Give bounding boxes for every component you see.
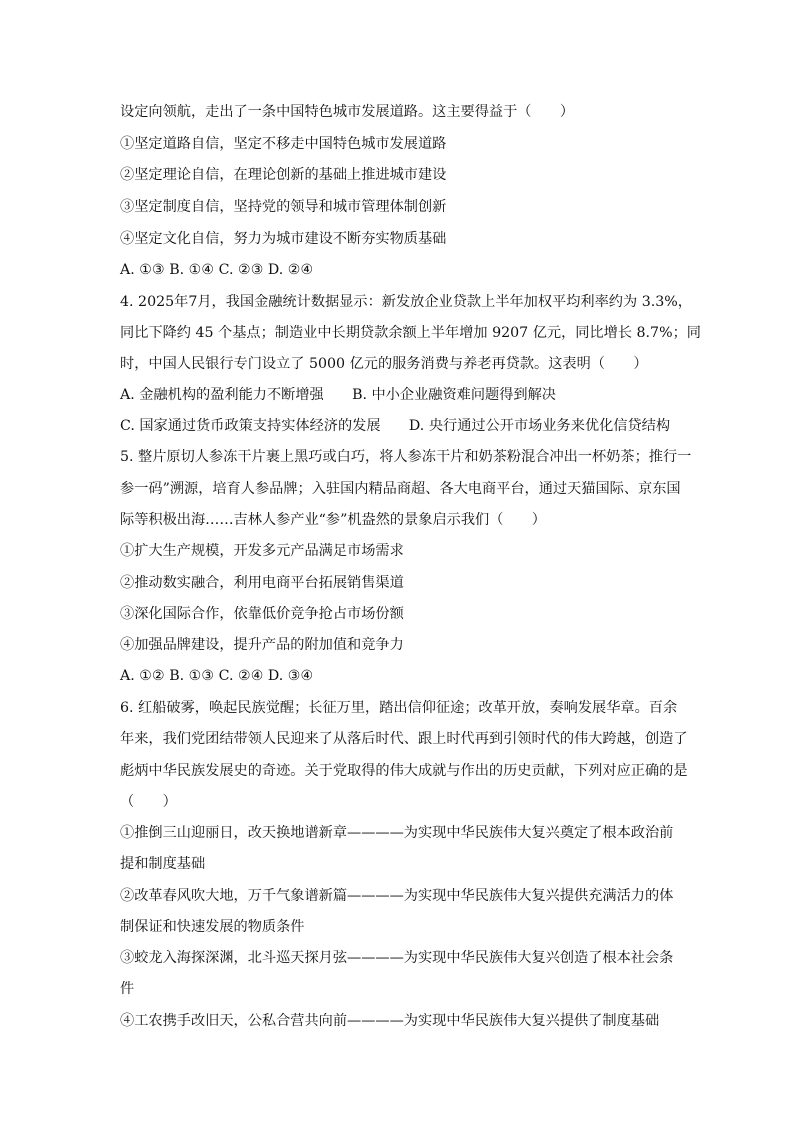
q4-stem-line-3: 时，中国人民银行专门设立了 5000 亿元的服务消费与养老再贷款。这表明（ ） xyxy=(120,356,648,372)
q5-option-1: ①扩大生产规模，开发多元产品满足市场需求 xyxy=(120,543,404,559)
q6-stem-line-1: 6. 红船破雾，唤起民族觉醒；长征万里，踏出信仰征途；改革开放，奏响发展华章。百余 xyxy=(120,700,678,716)
q6-stem-line-4: （ ） xyxy=(120,794,177,810)
q4-choices-ab: A. 金融机构的盈利能力不断增强 B. 中小企业融资难问题得到解决 xyxy=(120,387,556,403)
q6-stem-line-3: 彪炳中华民族发展史的奇迹。关于党取得的伟大成就与作出的历史贡献，下列对应正确的是 xyxy=(120,763,688,779)
q3-option-3: ③坚定制度自信，坚持党的领导和城市管理体制创新 xyxy=(120,199,447,215)
q5-stem-line-1: 5. 整片原切人参冻干片裹上黑巧或白巧，将人参冻干片和奶茶粉混合冲出一杯奶茶；推行一 xyxy=(120,449,692,465)
q5-choices: A. ①② B. ①③ C. ②④ D. ③④ xyxy=(120,668,314,684)
q4-choices-cd: C. 国家通过货币政策支持实体经济的发展 D. 央行通过公开市场业务来优化信贷结构 xyxy=(120,418,671,434)
q3-option-1: ①坚定道路自信，坚定不移走中国特色城市发展道路 xyxy=(120,136,447,152)
q3-choices: A. ①③ B. ①④ C. ②③ D. ②④ xyxy=(120,262,314,278)
q6-option-3-line-2: 件 xyxy=(120,981,135,997)
q6-stem-line-2: 年来，我们党团结带领人民迎来了从落后时代、跟上时代再到引领时代的伟大跨越，创造了 xyxy=(120,731,688,747)
q5-option-4: ④加强品牌建设，提升产品的附加值和竞争力 xyxy=(120,637,404,653)
q3-stem-tail: 设定向领航，走出了一条中国特色城市发展道路。这主要得益于（ ） xyxy=(120,104,575,120)
q6-option-1-line-2: 提和制度基础 xyxy=(120,856,206,872)
q5-stem-line-3: 际等积极出海……吉林人参产业“参”机盎然的景象启示我们（ ） xyxy=(120,512,546,528)
q4-stem-line-2: 同比下降约 45 个基点；制造业中长期贷款余额上半年增加 9207 亿元，同比增长 8.7%；同 xyxy=(120,325,701,341)
q5-stem-line-2: 参一码”溯源，培育人参品牌；入驻国内精品商超、各大电商平台，通过天猫国际、京东国 xyxy=(120,481,681,497)
q6-option-4: ④工农携手改旧天，公私合营共向前————为实现中华民族伟大复兴提供了制度基础 xyxy=(120,1013,660,1029)
q4-stem-line-1: 4. 2025年7月，我国金融统计数据显示：新发放企业贷款上半年加权平均利率约为 3.3%， xyxy=(120,294,692,310)
q6-option-2-line-1: ②改革春风吹大地，万千气象谱新篇————为实现中华民族伟大复兴提供充满活力的体 xyxy=(120,888,674,904)
q3-option-4: ④坚定文化自信，努力为城市建设不断夯实物质基础 xyxy=(120,231,447,247)
q5-option-2: ②推动数实融合，利用电商平台拓展销售渠道 xyxy=(120,575,404,591)
q3-option-2: ②坚定理论自信，在理论创新的基础上推进城市建设 xyxy=(120,167,447,183)
q6-option-1-line-1: ①推倒三山迎丽日，改天换地谱新章————为实现中华民族伟大复兴奠定了根本政治前 xyxy=(120,825,674,841)
q6-option-3-line-1: ③蛟龙入海探深渊，北斗巡天探月弦————为实现中华民族伟大复兴创造了根本社会条 xyxy=(120,950,674,966)
q5-option-3: ③深化国际合作，依靠低价竞争抢占市场份额 xyxy=(120,606,404,622)
q6-option-2-line-2: 制保证和快速发展的物质条件 xyxy=(120,919,305,935)
